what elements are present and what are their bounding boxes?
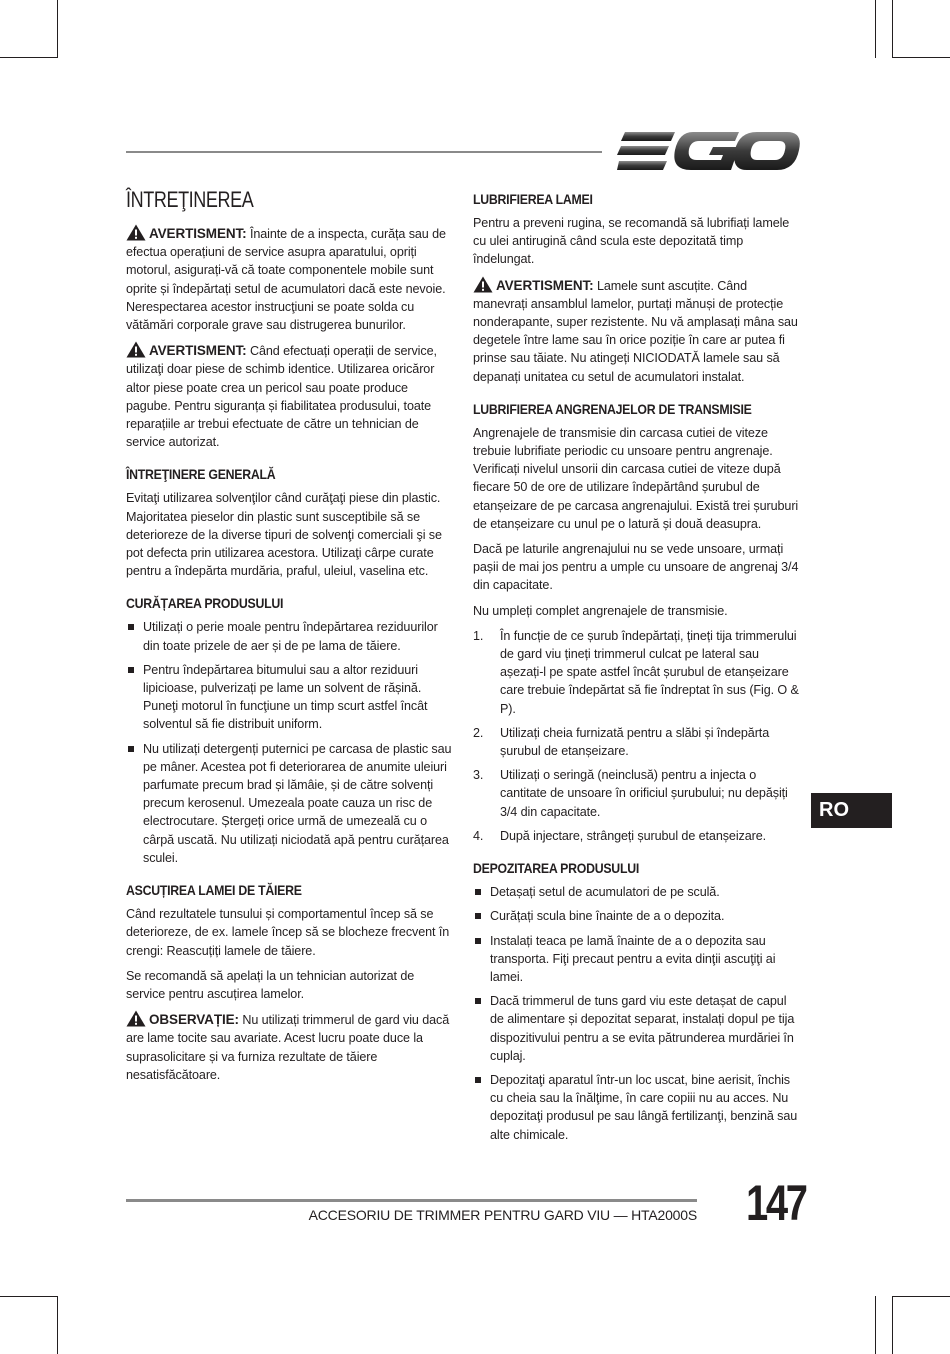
paragraph: Evitaţi utilizarea solvenţilor când curăţaţi piese din plastic. Majoritatea pieselor din plastic sunt susceptibile să se deterioreze de la diverse tipuri de solvenţi comerciali şi se pot defecta prin utilizarea acestora. Utilizaţi cârpe curate pentru a îndepărta murdăria, praful, uleiul, vaselina etc. [126, 491, 442, 579]
list-item: Nu utilizați detergenți puternici pe carcasa de plastic sau pe mâner. Acestea pot fi deteriorarea de anumite uleiuri parfumate precum brad și lămâie, și de către solvenți precum kerosenul. Umezeala poate cauza un risc de electrocutare. Ștergeți orice urmă de umezeală cu o cârpă uscată. Nu utilizați niciodată apă pentru curățarea sculei. [126, 740, 456, 867]
step-number: 4. [473, 828, 484, 843]
list-item: Detașați setul de acumulatori de pe sculă. [473, 883, 803, 901]
list-item: Utilizați o perie moale pentru îndepărtarea reziduurilor din toate prizele de aer și de pe lama de tăiere. [126, 618, 456, 654]
list-item [473, 627, 803, 718]
note-label: OBSERVAȚIE: [149, 1012, 239, 1028]
section-title-cleaning: CURĂȚAREA PRODUSULUI [126, 595, 284, 612]
list-item [473, 827, 803, 845]
list-item: Depozitaţi aparatul într-un loc uscat, bine aerisit, închis cu cheia sau la înălţime, în care copiii nu au acces. Nu depozitaţi produsul pe sau lângă fertilizanţi, benzină sau alte chimicale. [473, 1071, 803, 1144]
section-title-storage: DEPOZITAREA PRODUSULUI [473, 860, 640, 877]
list-item [473, 724, 803, 760]
step-number: 1. [473, 628, 484, 643]
warning-icon [126, 341, 146, 358]
ego-logo [617, 130, 801, 172]
right-column [473, 186, 803, 1152]
language-tab: RO [811, 793, 892, 828]
storage-list [473, 883, 803, 1144]
warning-text: Când efectuați operații de service, utilizaţi doar piese de schimb identice. Utilizarea oricăror altor piese poate crea un pericol sau poate produce pagube. Pentru siguranța și fiabilitatea produsului, toate reparațiile ar trebui efectuate de către un tehnician de service autorizat. [126, 344, 437, 450]
crop-mark [892, 57, 950, 58]
list-item: Instalați teaca pe lamă înainte de a o depozita sau transporta. Fiţi precaut pentru a evita dinţii ascuţiţi ai lamei. [473, 932, 803, 987]
step-text: Utilizați o seringă (neinclusă) pentru a injecta o cantitate de unsoare în orificiul șurubului; nu depășiți 3/4 din capacitate. [500, 768, 788, 819]
crop-mark [892, 1296, 950, 1297]
section-title-sharpening: ASCUȚIREA LAMEI DE TĂIERE [126, 882, 302, 899]
paragraph: Pentru a preveni rugina, se recomandă să lubrifiați lamele cu ulei antirugină când scula este depozitată timp îndelungat. [473, 216, 790, 267]
section-title-gear-lubrication: LUBRIFIEREA ANGRENAJELOR DE TRANSMISIE [473, 400, 752, 417]
crop-mark [892, 0, 893, 58]
list-item [473, 766, 803, 821]
paragraph: Se recomandă să apelați la un tehnician autorizat de service pentru ascuțirea lamelor. [126, 968, 415, 1001]
crop-mark [892, 1296, 893, 1354]
footer-title: ACCESORIU DE TRIMMER PENTRU GARD VIU — HTA2000S [308, 1207, 697, 1223]
paragraph: Când rezultatele tunsului și comportamentul încep să se deterioreze, de ex. lamele încep să se blocheze frecvent în crengi: Reascuțiți lamele de tăiere. [126, 907, 450, 958]
section-title-maintenance: ÎNTREŢINEREA [126, 187, 254, 212]
warning-block [473, 276, 803, 386]
warning-label: AVERTISMENT: [149, 226, 247, 241]
warning-text: Lamele sunt ascuțite. Când manevrați ansamblul lamelor, purtați mănuși de protecție nonderapante, super rezistente. Nu vă amplasați mâna sau degetele între lame sau în orice poziție în care ar putea fi prinse sau tăiate. Nu atingeți NICIODATĂ lamele sau să depanați unitatea cu setul de acumulatori instalat. [473, 278, 798, 384]
section-title-blade-lubrication: LUBRIFIEREA LAMEI [473, 191, 593, 207]
crop-mark [875, 0, 876, 58]
page-number: 147 [746, 1175, 806, 1231]
step-number: 3. [473, 768, 484, 783]
warning-icon [126, 224, 146, 241]
step-text: Utilizați cheia furnizată pentru a slăbi și îndepărta șurubul de etanșeizare. [500, 725, 770, 759]
paragraph: Dacă pe laturile angrenajului nu se vede unsoare, urmați pașii de mai jos pentru a umple cu unsoare de angrenaj 3/4 din capacitate. [473, 542, 799, 593]
cleaning-list [126, 618, 456, 867]
step-text: În funcție de ce șurub îndepărtați, țineți tija trimmerului de gard viu țineți trimmerul culcat pe lateral sau așezați-l pe spate astfel încât șurubul de etanșeizare care trebuie îndepărtat să fie îndreptat în sus (Fig. O & P). [500, 628, 799, 716]
crop-mark [0, 1296, 58, 1297]
warning-label: AVERTISMENT: [149, 343, 247, 359]
note-text: Nu utilizați trimmerul de gard viu dacă are lame tocite sau avariate. Acest lucru poate duce la suprasolicitare și va furniza rezultate de tăiere nesatisfăcătoare. [126, 1013, 450, 1082]
left-column [126, 186, 456, 1091]
warning-block [126, 341, 456, 451]
warning-icon [126, 1010, 146, 1027]
gear-steps-list [473, 627, 803, 845]
step-number: 2. [473, 725, 484, 740]
crop-mark [0, 57, 58, 58]
warning-icon [473, 276, 493, 293]
footer-rule [126, 1199, 697, 1202]
list-item: Dacă trimmerul de tuns gard viu este detașat de capul de alimentare și depozitat separat, instalați dopul pe tija dispozitivului pentru a se evita pătrunderea murdăriei în cuplaj. [473, 992, 803, 1065]
crop-mark [875, 1296, 876, 1354]
warning-text: Înainte de a inspecta, curăța sau de efectua operațiuni de service asupra aparatului, opriți motorul, asigurați-vă că toate componentele mobile sunt oprite și îndepărtați setul de acumulatori dacă este nevoie. Nerespectarea acestor instrucţiuni se poate solda cu vătămări corporale grave sau distrugerea bunurilor. [126, 227, 446, 333]
warning-label: AVERTISMENT: [496, 277, 594, 293]
paragraph: Angrenajele de transmisie din carcasa cutiei de viteze trebuie lubrifiate periodic cu unsoare pentru angrenaje. Verificați nivelul unsorii din carcasa cutiei de viteze după fiecare 50 de ore de utilizare îndepărtând șurubul de etanșeizare de pe carcasa angrenajului. Există trei șuruburi de etanșeizare cu unul pe o latură și două deasupra. [473, 425, 799, 531]
paragraph: Nu umpleți complet angrenajele de transmisie. [473, 603, 728, 618]
note-block [126, 1010, 456, 1084]
crop-mark [57, 0, 58, 58]
list-item: Pentru îndepărtarea bitumului sau a altor reziduuri lipicioase, pulverizați pe lame un solvent de rășină. Puneţi motorul în funcţiune un timp scurt astfel încât solventul să fie distribuit uniform. [126, 661, 456, 734]
list-item: Curățați scula bine înainte de a o depozita. [473, 907, 803, 925]
step-text: După injectare, strângeți șurubul de etanșeizare. [500, 828, 767, 843]
section-title-general-maintenance: ÎNTREŢINERE GENERALĂ [126, 466, 276, 483]
header-rule [126, 151, 602, 153]
crop-mark [57, 1296, 58, 1354]
warning-block [126, 224, 456, 334]
